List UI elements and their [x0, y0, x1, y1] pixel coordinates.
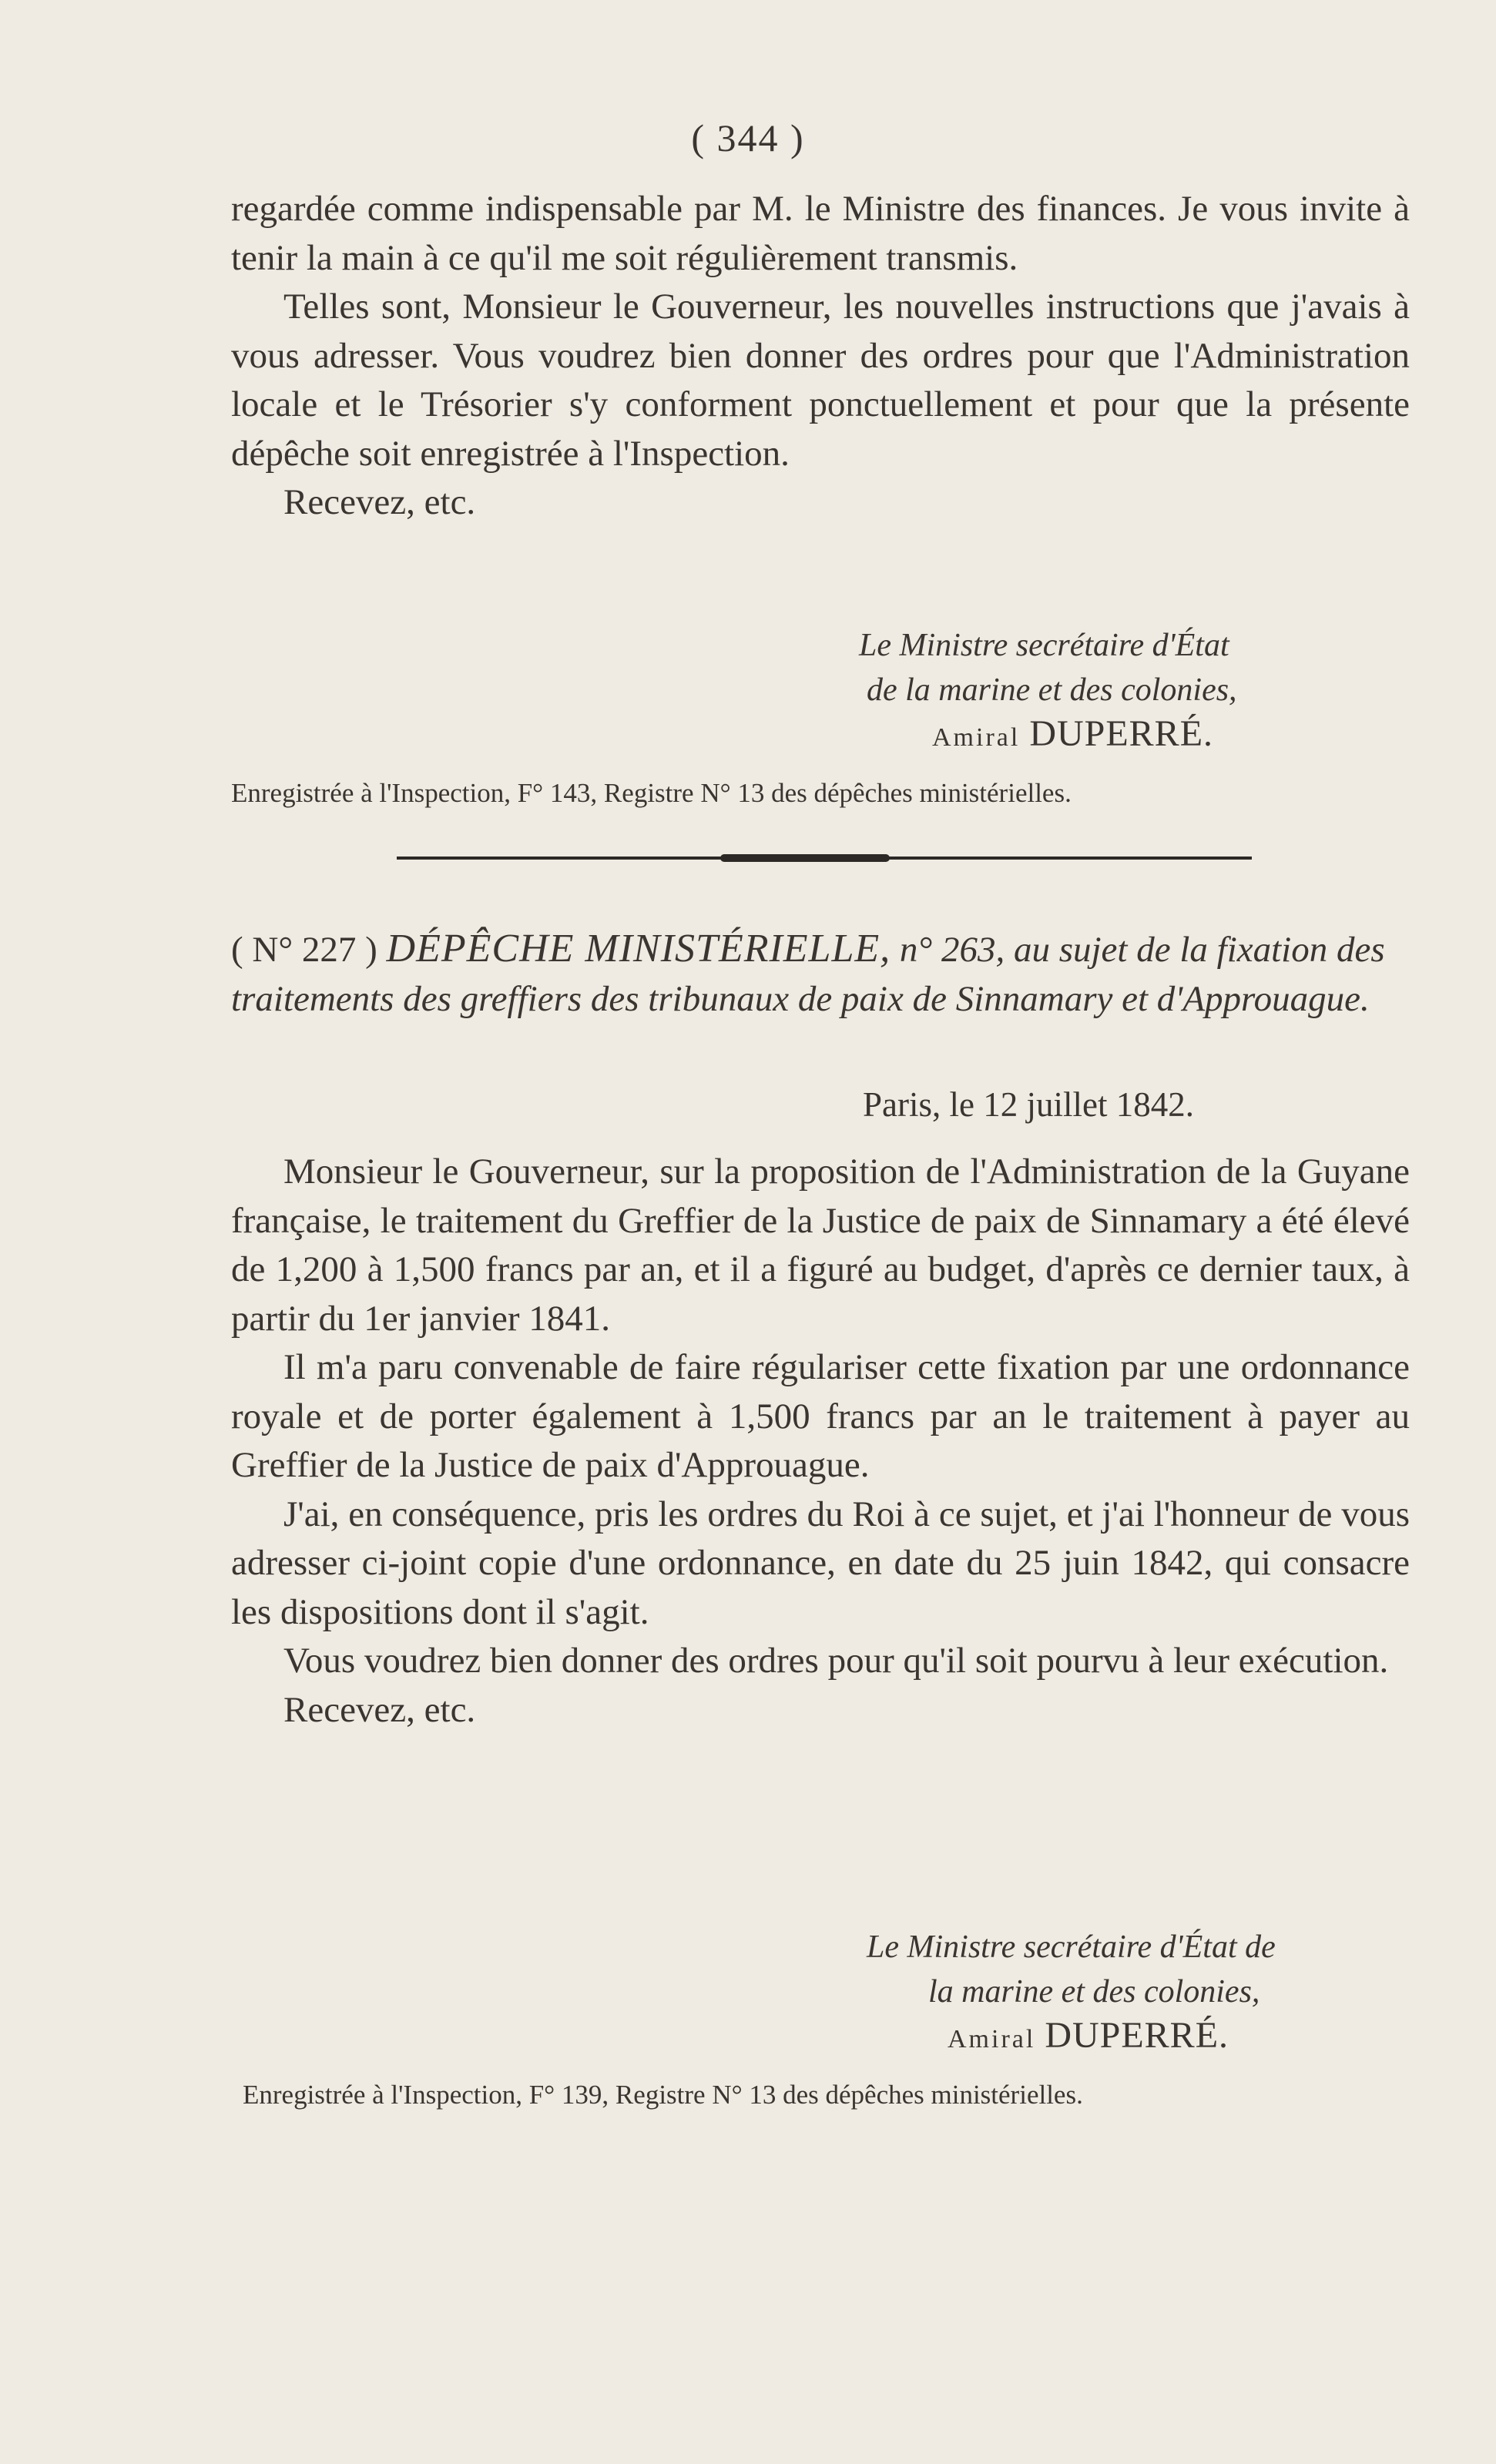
registration-note: Enregistrée à l'Inspection, F° 139, Registre N° 13 des dépêches ministérielles.: [243, 2080, 1083, 2110]
paragraph: Telles sont, Monsieur le Gouverneur, les nouvelles instructions que j'avais à vous adresser. Vous voudrez bien donner des ordres pour que l'Administration locale et le Trésorier s'y conforment ponctuellement et pour que la présente dépêche soit enregistrée à l'Inspection.: [231, 287, 1410, 474]
dispatch-2-heading: [231, 924, 1417, 1024]
paragraph: Il m'a paru convenable de faire régulariser cette fixation par une ordonnance royale et de porter également à 1,500 francs par an le traitement à payer au Greffier de la Justice de paix d'Approuague.: [231, 1347, 1410, 1485]
signature-title-line-1: Le Ministre secrétaire d'État de: [867, 1929, 1276, 1965]
signature-surname: DUPERRÉ.: [1029, 713, 1214, 754]
paragraph: Recevez, etc.: [283, 1689, 476, 1730]
page-number: ( 344 ): [691, 116, 805, 159]
signature-surname: DUPERRÉ.: [1045, 2015, 1229, 2056]
dispatch-number: ( N° 227 ): [231, 930, 377, 970]
signature-title-line-2: de la marine et des colonies,: [867, 672, 1237, 708]
dispatch-title: DÉPÊCHE MINISTÉRIELLE,: [386, 927, 891, 971]
dispatch-date: Paris, le 12 juillet 1842.: [863, 1085, 1194, 1124]
paragraph: Monsieur le Gouverneur, sur la proposition de l'Administration de la Guyane française, le traitement du Greffier de la Justice de paix de Sinnamary a été élevé de 1,200 à 1,500 francs par an, et il a figuré au budget, d'après ce dernier taux, à partir du 1er janvier 1841.: [231, 1152, 1410, 1339]
dispatch-title-number: n° 263,: [899, 930, 1005, 970]
dispatch-2-body: [231, 1148, 1410, 1735]
signature-title-line-1: Le Ministre secrétaire d'État: [859, 628, 1229, 663]
paragraph: J'ai, en conséquence, pris les ordres du Roi à ce sujet, et j'ai l'honneur de vous adresser ci-joint copie d'une ordonnance, en date du 25 juin 1842, qui consacre les dispositions dont il s'agit.: [231, 1493, 1410, 1632]
signature-rank: Amiral: [932, 723, 1021, 752]
paragraph: Vous voudrez bien donner des ordres pour qu'il soit pourvu à leur exécution.: [283, 1641, 1389, 1681]
paragraph: regardée comme indispensable par M. le Ministre des finances. Je vous invite à tenir la main à ce qu'il me soit régulièrement transmis.: [231, 189, 1410, 278]
section-divider: [397, 857, 1252, 860]
dispatch-1-body: [231, 185, 1410, 528]
signature-name: [948, 2014, 1229, 2057]
signature-rank: Amiral: [948, 2025, 1036, 2053]
registration-note: Enregistrée à l'Inspection, F° 143, Registre N° 13 des dépêches ministérielles.: [231, 778, 1072, 808]
signature-name: [932, 712, 1213, 755]
dispatch-subject: au sujet de la fixation des traitements des greffiers des tribunaux de paix de Sinnamary et d'Approuague.: [231, 930, 1385, 1019]
paragraph: Recevez, etc.: [283, 482, 476, 522]
signature-title-line-2: la marine et des colonies,: [928, 1974, 1260, 2010]
